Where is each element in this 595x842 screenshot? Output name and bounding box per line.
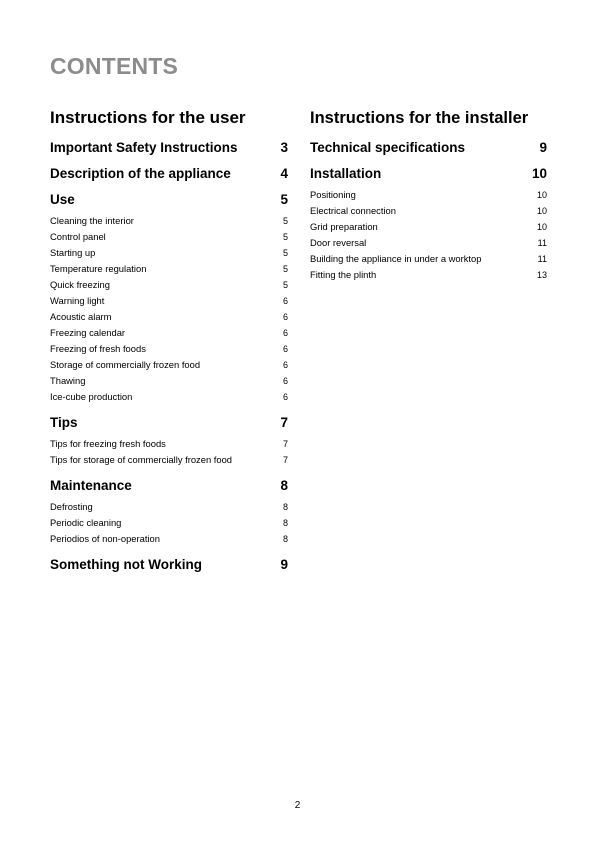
item-label: Fitting the plinth [310, 269, 377, 280]
toc-item[interactable] [50, 293, 288, 309]
item-label: Tips for storage of commercially frozen food [50, 454, 233, 465]
toc-section [50, 191, 288, 405]
toc-item[interactable] [310, 203, 547, 219]
section-title: Important Safety Instructions [50, 140, 238, 155]
toc-item[interactable] [50, 357, 288, 373]
toc-item[interactable] [310, 187, 547, 203]
item-label: Starting up [50, 247, 96, 258]
item-page-number: 13 [536, 270, 547, 280]
item-page-number: 7 [282, 455, 288, 465]
toc-item[interactable] [50, 309, 288, 325]
section-title: Tips [50, 415, 78, 430]
item-page-number: 5 [282, 264, 288, 274]
item-page-number: 11 [537, 238, 547, 248]
toc-item[interactable] [310, 267, 547, 283]
item-page-number: 6 [282, 344, 288, 354]
item-page-number: 6 [282, 328, 288, 338]
section-list [310, 139, 547, 283]
toc-item[interactable] [50, 499, 288, 515]
toc-item[interactable] [50, 531, 288, 547]
toc-item[interactable] [50, 277, 288, 293]
toc-section [50, 414, 288, 468]
user-instructions-column [50, 108, 288, 582]
item-label: Temperature regulation [50, 263, 147, 274]
item-page-number: 6 [282, 312, 288, 322]
item-label: Freezing calendar [50, 327, 126, 338]
toc-section-entry[interactable] [310, 139, 547, 156]
item-page-number: 6 [282, 392, 288, 402]
toc-item[interactable] [50, 229, 288, 245]
toc-section [310, 165, 547, 283]
item-page-number: 6 [282, 376, 288, 386]
item-page-number: 5 [282, 248, 288, 258]
toc-item[interactable] [50, 515, 288, 531]
section-page-number: 8 [280, 478, 288, 493]
item-label: Periodios of non-operation [50, 533, 160, 544]
item-label: Ice-cube production [50, 391, 133, 402]
section-title: Something not Working [50, 557, 202, 572]
item-page-number: 8 [282, 518, 288, 528]
toc-section [50, 165, 288, 182]
toc-item[interactable] [50, 245, 288, 261]
section-page-number: 5 [280, 192, 288, 207]
item-label: Freezing of fresh foods [50, 343, 146, 354]
item-label: Grid preparation [310, 221, 378, 232]
toc-item[interactable] [310, 235, 547, 251]
item-page-number: 5 [282, 232, 288, 242]
toc-item[interactable] [50, 325, 288, 341]
section-list [50, 139, 288, 573]
item-page-number: 5 [282, 216, 288, 226]
item-label: Quick freezing [50, 279, 110, 290]
section-title: Technical specifications [310, 140, 466, 155]
toc-item-list [50, 499, 288, 547]
section-page-number: 9 [539, 140, 547, 155]
item-page-number: 10 [536, 222, 547, 232]
item-label: Control panel [50, 231, 106, 242]
item-label: Defrosting [50, 501, 93, 512]
item-label: Electrical connection [310, 205, 396, 216]
item-label: Building the appliance in under a worktop [310, 253, 482, 264]
item-page-number: 6 [282, 296, 288, 306]
item-label: Thawing [50, 375, 86, 386]
item-page-number: 11 [537, 254, 547, 264]
toc-item[interactable] [50, 389, 288, 405]
toc-section [50, 477, 288, 547]
item-label: Acoustic alarm [50, 311, 112, 322]
item-label: Tips for freezing fresh foods [50, 438, 166, 449]
section-page-number: 4 [280, 166, 288, 181]
section-page-number: 10 [531, 166, 547, 181]
toc-item[interactable] [50, 373, 288, 389]
item-label: Positioning [310, 189, 356, 200]
toc-section-entry[interactable] [50, 414, 288, 431]
toc-item[interactable] [50, 261, 288, 277]
toc-section-entry[interactable] [50, 165, 288, 182]
toc-section-entry[interactable] [50, 477, 288, 494]
item-label: Warning light [50, 295, 105, 306]
toc-item-list [50, 436, 288, 468]
toc-item[interactable] [50, 213, 288, 229]
toc-section-entry[interactable] [50, 139, 288, 156]
toc-section [50, 139, 288, 156]
toc-item[interactable] [50, 452, 288, 468]
item-page-number: 6 [282, 360, 288, 370]
installer-instructions-column [310, 108, 547, 292]
column-title: Instructions for the user [50, 108, 246, 127]
toc-section-entry[interactable] [310, 165, 547, 182]
page-title: CONTENTS [50, 53, 179, 79]
item-label: Cleaning the interior [50, 215, 134, 226]
section-title: Installation [310, 166, 382, 181]
item-page-number: 8 [282, 502, 288, 512]
toc-section [310, 139, 547, 156]
toc-item[interactable] [310, 251, 547, 267]
toc-item-list [310, 187, 547, 283]
item-page-number: 7 [282, 439, 288, 449]
toc-item[interactable] [310, 219, 547, 235]
toc-item[interactable] [50, 341, 288, 357]
item-label: Storage of commercially frozen food [50, 359, 201, 370]
toc-item-list [50, 213, 288, 405]
item-page-number: 10 [536, 190, 547, 200]
item-page-number: 5 [282, 280, 288, 290]
toc-section-entry[interactable] [50, 556, 288, 573]
section-title: Use [50, 192, 75, 207]
toc-item[interactable] [50, 436, 288, 452]
section-title: Description of the appliance [50, 166, 231, 181]
item-page-number: 8 [282, 534, 288, 544]
section-page-number: 3 [280, 140, 288, 155]
section-page-number: 7 [280, 415, 288, 430]
section-title: Maintenance [50, 478, 132, 493]
page-number: 2 [294, 800, 301, 811]
item-label: Periodic cleaning [50, 517, 122, 528]
item-label: Door reversal [310, 237, 367, 248]
toc-section-entry[interactable] [50, 191, 288, 208]
section-page-number: 9 [280, 557, 288, 572]
toc-section [50, 556, 288, 573]
item-page-number: 10 [536, 206, 547, 216]
column-title: Instructions for the installer [310, 109, 529, 127]
